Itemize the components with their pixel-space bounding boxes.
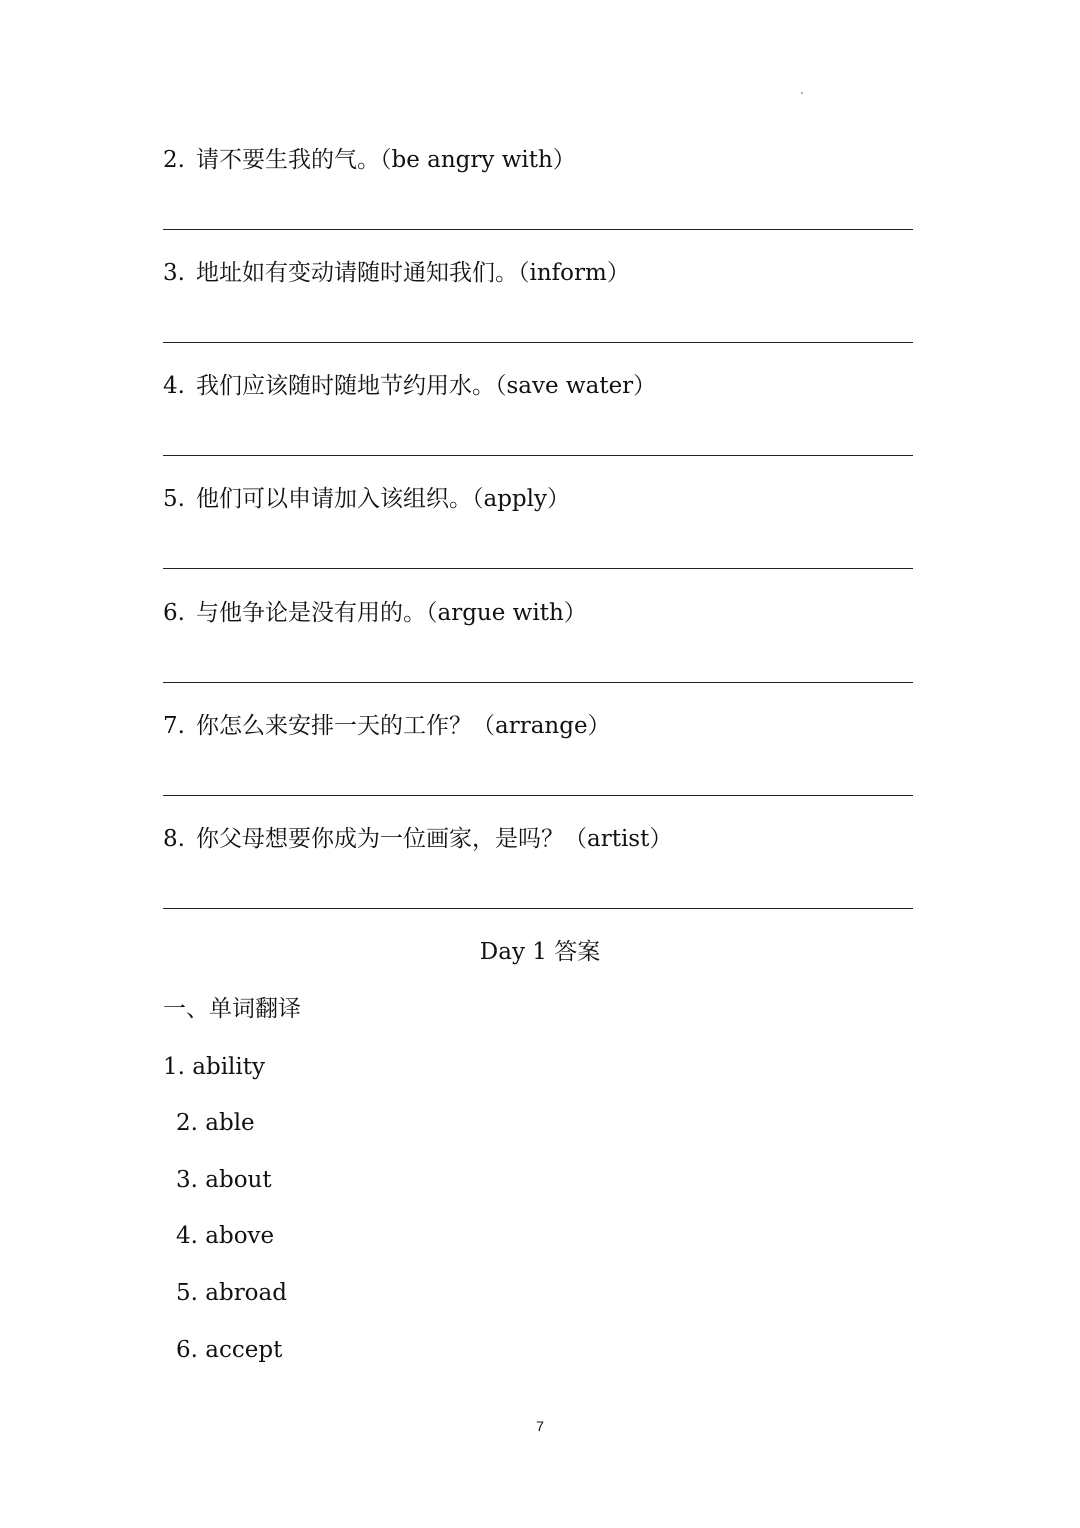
answer-line-5[interactable] xyxy=(163,568,913,569)
answer-line-6[interactable] xyxy=(163,682,913,683)
question-7 xyxy=(163,712,913,740)
question-8 xyxy=(163,825,913,853)
word-answer-item: 2. able xyxy=(176,1110,255,1136)
answer-line-4[interactable] xyxy=(163,455,913,456)
question-text: 我们应该随时随地节约用水。（save water） xyxy=(196,373,657,399)
section-title: 一、单词翻译 xyxy=(163,996,301,1022)
question-5 xyxy=(163,485,913,513)
question-number: 8. xyxy=(163,826,185,852)
question-6 xyxy=(163,599,913,627)
scan-dot xyxy=(801,92,803,94)
question-text: 地址如有变动请随时通知我们。（inform） xyxy=(196,260,630,286)
question-text: 你怎么来安排一天的工作？（arrange） xyxy=(196,713,611,739)
question-3 xyxy=(163,259,913,287)
question-4 xyxy=(163,372,913,400)
word-answer-item: 1. ability xyxy=(163,1054,265,1080)
word-answer-item: 4. above xyxy=(176,1223,275,1249)
answer-line-8[interactable] xyxy=(163,908,913,909)
question-text: 你父母想要你成为一位画家，是吗？（artist） xyxy=(196,826,673,852)
question-number: 3. xyxy=(163,260,185,286)
word-answer-item: 3. about xyxy=(176,1167,272,1193)
question-2 xyxy=(163,146,913,174)
question-text: 与他争论是没有用的。（argue with） xyxy=(196,600,587,626)
answer-key-title: Day 1 答案 xyxy=(479,939,601,965)
question-text: 请不要生我的气。（be angry with） xyxy=(196,147,576,173)
answer-line-2[interactable] xyxy=(163,229,913,230)
question-number: 6. xyxy=(163,600,185,626)
question-text: 他们可以申请加入该组织。（apply） xyxy=(196,486,571,512)
question-number: 4. xyxy=(163,373,185,399)
question-number: 7. xyxy=(163,713,185,739)
word-answer-item: 6. accept xyxy=(176,1337,283,1363)
question-number: 2. xyxy=(163,147,185,173)
question-number: 5. xyxy=(163,486,185,512)
page-number: 7 xyxy=(536,1418,544,1434)
answer-line-7[interactable] xyxy=(163,795,913,796)
answer-line-3[interactable] xyxy=(163,342,913,343)
word-answer-item: 5. abroad xyxy=(176,1280,287,1306)
